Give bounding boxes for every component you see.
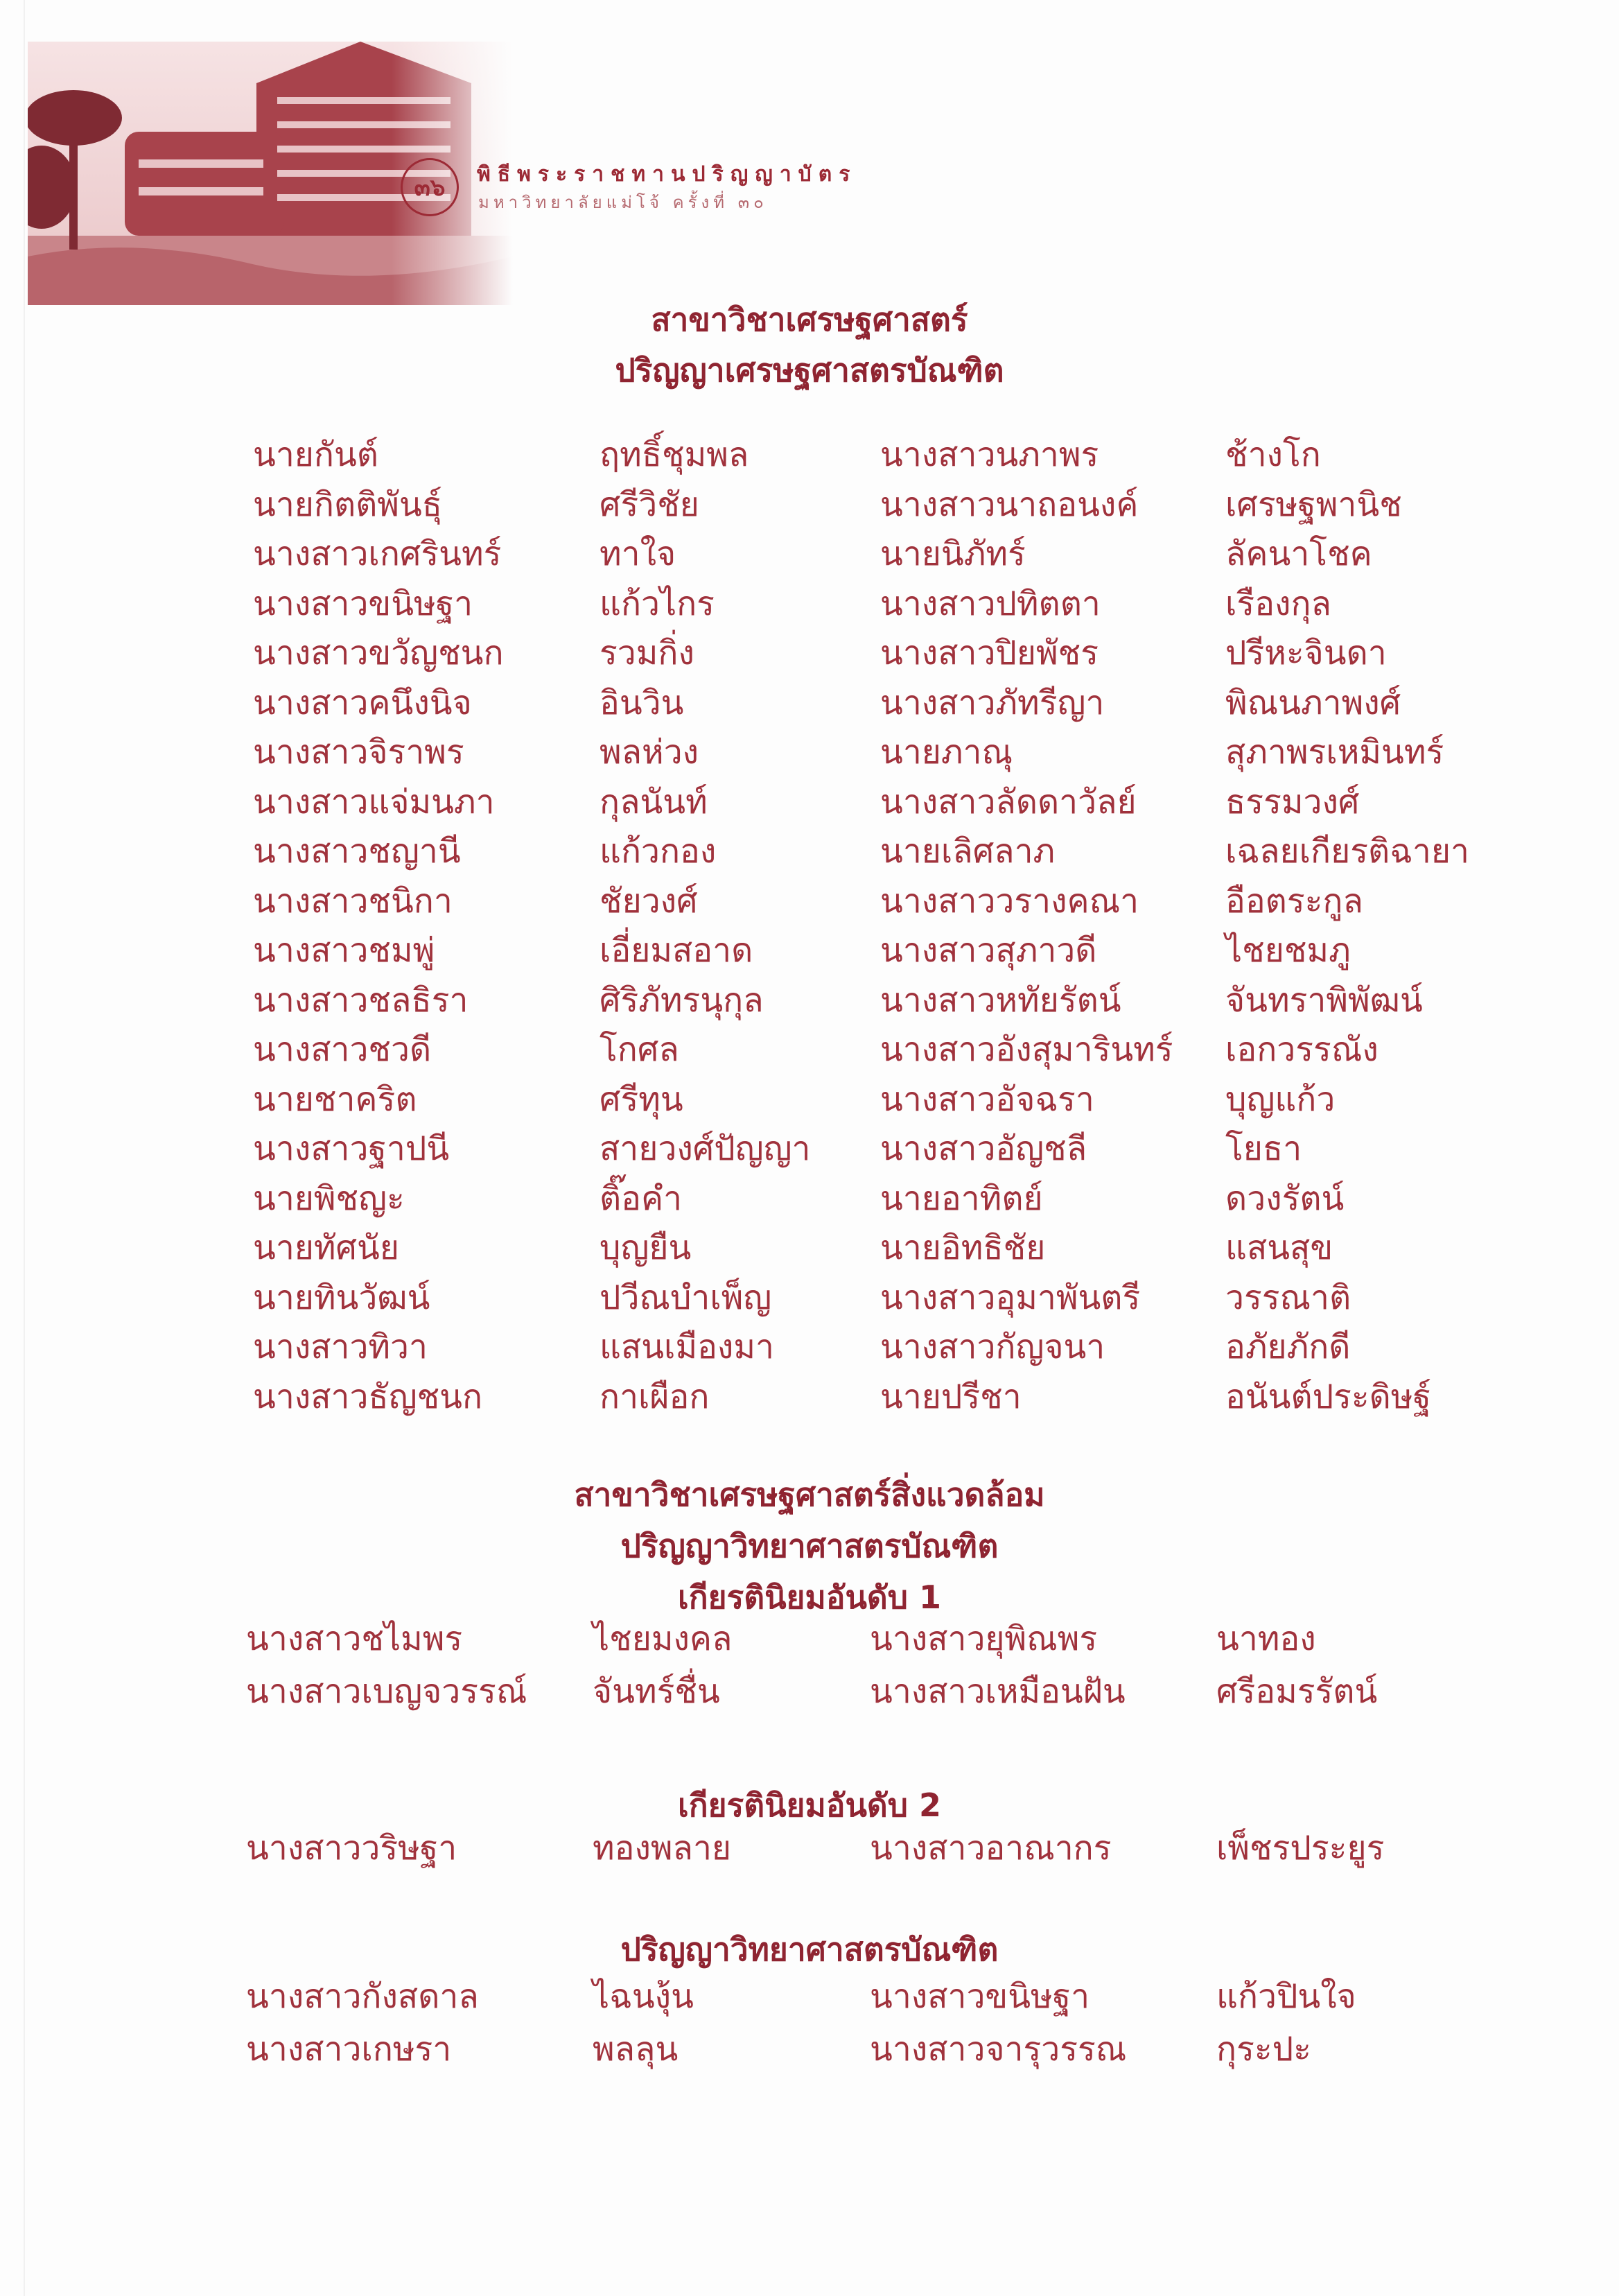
degree-heading: ปริญญาเศรษฐศาสตรบัณฑิต	[615, 351, 1004, 389]
graduate-last-name: ศรีทุน	[600, 1079, 683, 1119]
graduate-first-name: นางสาวภัทรีญา	[880, 683, 1105, 722]
graduate-last-name: ไชยมงคล	[593, 1619, 733, 1658]
graduate-last-name: ไฉนงุ้น	[593, 1977, 694, 2016]
graduate-last-name: โยธา	[1225, 1129, 1302, 1168]
graduate-first-name: นางสาวเหมือนฝัน	[870, 1672, 1126, 1711]
graduate-first-name: นายปรีชา	[880, 1377, 1022, 1416]
graduate-first-name: นางสาวยุพิณพร	[870, 1619, 1098, 1658]
graduate-last-name: เพ็ชรประยูร	[1216, 1829, 1385, 1868]
graduate-first-name: นางสาวลัดดาวัลย์	[880, 782, 1137, 821]
graduate-first-name: นายทินวัฒน์	[253, 1278, 430, 1317]
ceremony-subtitle: มหาวิทยาลัยแม่โจ้ ครั้งที่ ๓๐	[478, 193, 768, 212]
graduate-first-name: นางสาวกังสดาล	[246, 1977, 479, 2016]
graduate-last-name: สุภาพรเหมินทร์	[1225, 733, 1444, 772]
graduate-first-name: นางสาวเกษรา	[246, 2030, 452, 2069]
graduate-first-name: นางสาวขวัญชนก	[253, 634, 504, 672]
graduate-first-name: นางสาวกัญจนา	[880, 1328, 1105, 1366]
graduate-first-name: นางสาววรางคณา	[880, 881, 1139, 921]
graduate-first-name: นายกันต์	[253, 435, 378, 474]
graduate-last-name: อือตระกูล	[1225, 881, 1363, 921]
graduate-first-name: นางสาวธัญชนก	[253, 1377, 483, 1416]
graduate-last-name: อนันต์ประดิษฐ์	[1225, 1377, 1431, 1416]
graduate-last-name: สายวงศ์ปัญญา	[600, 1129, 811, 1168]
graduate-first-name: นางสาวขนิษฐา	[870, 1977, 1090, 2016]
graduate-last-name: ปรีหะจินดา	[1225, 634, 1387, 672]
graduate-first-name: นางสาวนภาพร	[880, 435, 1099, 474]
graduate-last-name: จันทราพิพัฒน์	[1225, 980, 1423, 1020]
graduate-last-name: ดวงรัตน์	[1225, 1179, 1345, 1218]
graduate-last-name: วรรณาติ	[1225, 1278, 1351, 1317]
graduate-first-name: นางสาวนาถอนงค์	[880, 485, 1139, 524]
graduate-first-name: นางสาวขนิษฐา	[253, 584, 473, 623]
graduate-first-name: นางสาวชวดี	[253, 1030, 432, 1069]
graduate-last-name: พิณนภาพงศ์	[1225, 683, 1401, 722]
graduate-first-name: นางสาวปทิตตา	[880, 584, 1101, 623]
page-number-badge: ๓๖	[401, 158, 459, 216]
graduate-last-name: รวมกิ่ง	[600, 634, 694, 672]
section-heading: สาขาวิชาเศรษฐศาสตร์	[651, 301, 968, 338]
graduate-first-name: นายอาทิตย์	[880, 1179, 1043, 1218]
graduate-last-name: ลัคนาโชค	[1225, 534, 1372, 573]
graduate-last-name: กุระปะ	[1216, 2030, 1311, 2069]
graduate-first-name: นางสาวชมพู่	[253, 931, 435, 970]
graduate-last-name: ศรีอมรรัตน์	[1216, 1672, 1378, 1711]
graduate-last-name: ชัยวงศ์	[600, 881, 698, 921]
graduate-first-name: นายกิตติพันธุ์	[253, 485, 443, 524]
graduate-last-name: แก้วกอง	[600, 832, 717, 871]
graduate-last-name: แก้วไกร	[600, 584, 715, 623]
graduate-last-name: ติ๊อคำ	[600, 1179, 683, 1218]
graduate-first-name: นางสาวเบญจวรรณ์	[246, 1672, 527, 1711]
graduate-last-name: ศิริภัทรนุกุล	[600, 980, 764, 1020]
graduate-last-name: ฤทธิ์ชุมพล	[600, 435, 749, 474]
graduate-first-name: นางสาวจารุวรรณ	[870, 2030, 1127, 2069]
graduate-first-name: นางสาวปิยพัชร	[880, 634, 1099, 672]
graduate-first-name: นางสาวจิราพร	[253, 733, 464, 772]
graduate-last-name: ปวีณบำเพ็ญ	[600, 1278, 772, 1317]
graduate-first-name: นางสาวฐาปนี	[253, 1129, 450, 1168]
graduate-last-name: พลห่วง	[600, 733, 699, 772]
graduate-first-name: นางสาวสุภาวดี	[880, 931, 1097, 970]
graduate-last-name: ทองพลาย	[593, 1829, 732, 1868]
graduate-first-name: นางสาวอาณากร	[870, 1829, 1112, 1868]
graduate-last-name: พลลุน	[593, 2030, 679, 2069]
graduate-last-name: อินวิน	[600, 683, 684, 722]
graduate-last-name: บุญยืน	[600, 1228, 692, 1267]
degree-heading: ปริญญาวิทยาศาสตรบัณฑิต	[620, 1931, 999, 1968]
graduate-first-name: นางสาวชลธิรา	[253, 980, 469, 1020]
graduate-first-name: นายภาณุ	[880, 733, 1013, 772]
graduate-first-name: นายเลิศลาภ	[880, 832, 1056, 871]
graduate-last-name: อภัยภักดี	[1225, 1328, 1351, 1366]
graduate-last-name: เอกวรรณัง	[1225, 1030, 1379, 1069]
graduate-first-name: นางสาวอุมาพันตรี	[880, 1278, 1141, 1317]
honor-heading: เกียรตินิยมอันดับ 2	[678, 1786, 941, 1824]
honor-heading: เกียรตินิยมอันดับ 1	[678, 1578, 941, 1616]
graduate-last-name: จันทร์ชื่น	[593, 1672, 720, 1711]
graduate-last-name: แก้วปินใจ	[1216, 1977, 1356, 2016]
graduate-last-name: แสนสุข	[1225, 1228, 1333, 1267]
section-heading: สาขาวิชาเศรษฐศาสตร์สิ่งแวดล้อม	[574, 1476, 1045, 1513]
graduate-last-name: เฉลยเกียรติฉายา	[1225, 832, 1469, 871]
graduate-first-name: นางสาวทิวา	[253, 1328, 428, 1366]
graduate-last-name: กุลนันท์	[600, 782, 708, 821]
graduate-last-name: ทาใจ	[600, 534, 676, 573]
graduate-last-name: กาเผือก	[600, 1377, 710, 1416]
graduate-first-name: นายนิภัทร์	[880, 534, 1026, 573]
graduate-first-name: นางสาววริษฐา	[246, 1829, 457, 1868]
graduate-last-name: ธรรมวงศ์	[1225, 782, 1360, 821]
graduate-last-name: นาทอง	[1216, 1619, 1316, 1658]
graduate-first-name: นางสาวชไมพร	[246, 1619, 463, 1658]
graduate-last-name: เอี่ยมสอาด	[600, 931, 753, 970]
graduate-last-name: ศรีวิชัย	[600, 485, 699, 524]
graduate-last-name: เรืองกุล	[1225, 584, 1331, 623]
graduate-last-name: เศรษฐพานิช	[1225, 485, 1402, 524]
graduate-last-name: โกศล	[600, 1030, 679, 1069]
graduate-first-name: นายทัศนัย	[253, 1228, 399, 1267]
graduate-last-name: บุญแก้ว	[1225, 1079, 1336, 1119]
graduate-last-name: ช้างโก	[1225, 435, 1321, 474]
graduate-first-name: นางสาวหทัยรัตน์	[880, 980, 1121, 1020]
graduate-first-name: นายอิทธิชัย	[880, 1228, 1046, 1267]
graduate-first-name: นางสาวคนึงนิจ	[253, 683, 472, 722]
graduate-first-name: นางสาวอังสุมารินทร์	[880, 1030, 1173, 1069]
graduate-first-name: นางสาวอัญชลี	[880, 1129, 1087, 1168]
graduate-first-name: นางสาวแจ่มนภา	[253, 782, 495, 821]
ceremony-title: พิธีพระราชทานปริญญาบัตร	[477, 162, 857, 186]
graduate-last-name: แสนเมืองมา	[600, 1328, 774, 1366]
degree-heading: ปริญญาวิทยาศาสตรบัณฑิต	[620, 1527, 999, 1565]
graduate-first-name: นางสาวเกศรินทร์	[253, 534, 502, 573]
graduate-first-name: นายพิชญะ	[253, 1179, 405, 1218]
graduate-first-name: นางสาวอัจฉรา	[880, 1079, 1094, 1119]
graduate-last-name: ไชยชมภู	[1225, 931, 1351, 970]
graduate-first-name: นางสาวชนิกา	[253, 881, 453, 921]
graduate-first-name: นายชาคริต	[253, 1079, 417, 1119]
graduate-first-name: นางสาวชญานี	[253, 832, 461, 871]
